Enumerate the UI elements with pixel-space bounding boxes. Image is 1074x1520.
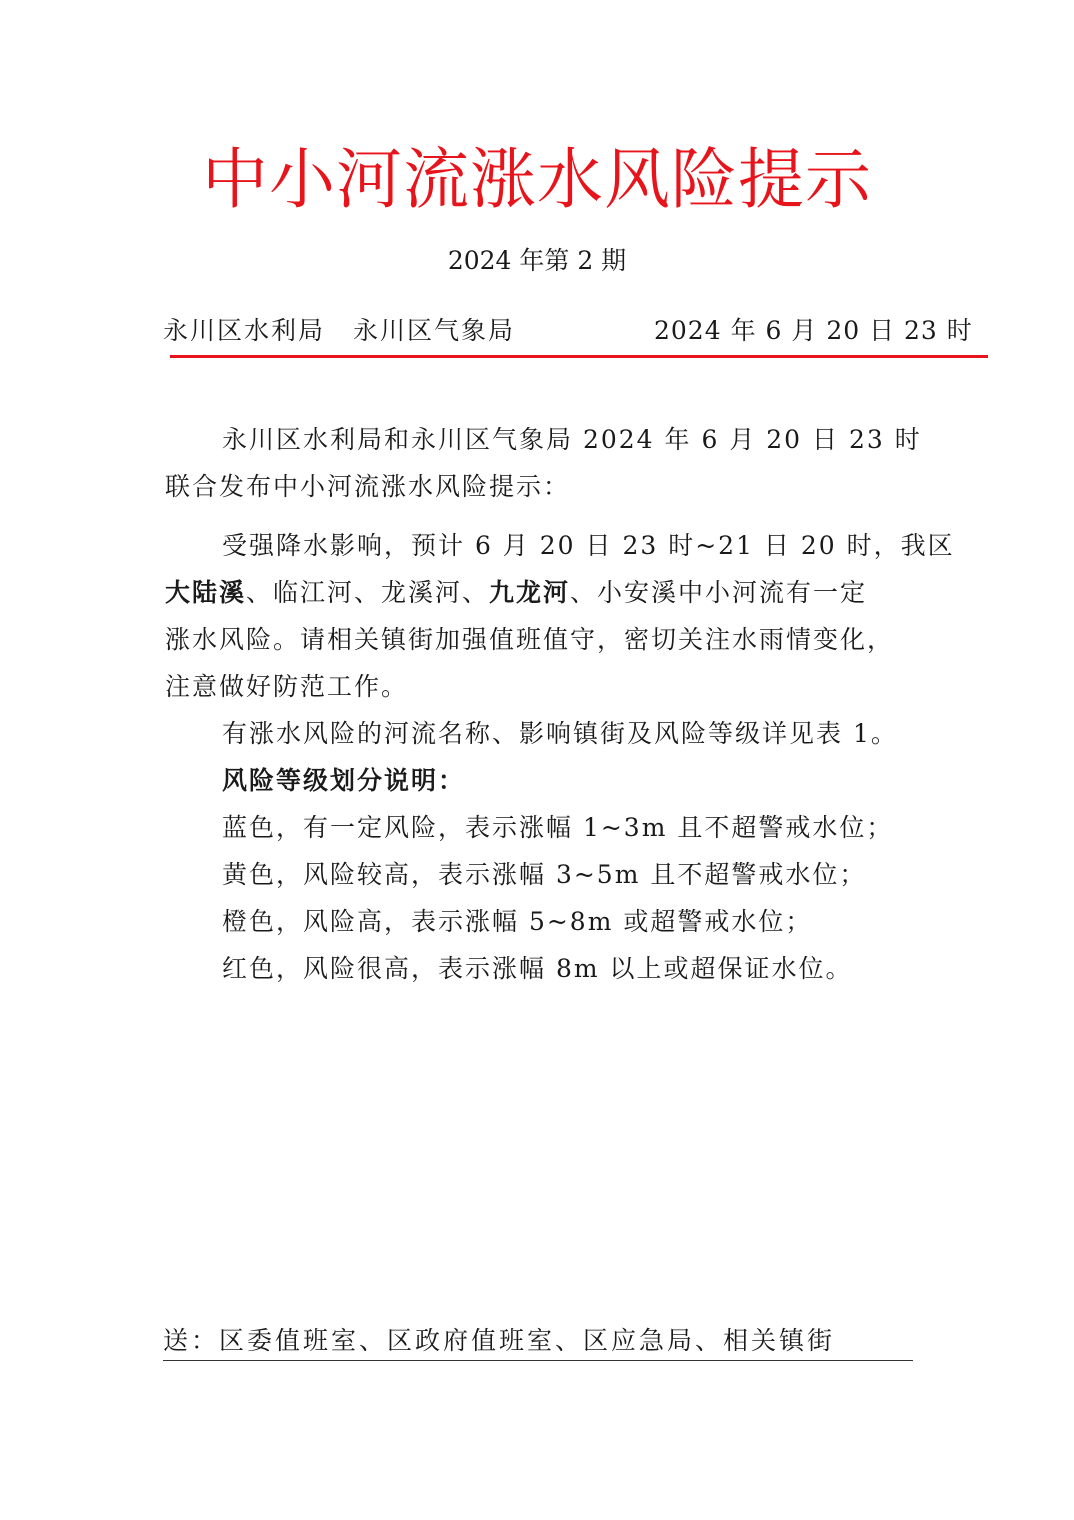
risk-level-heading-text: 风险等级划分说明：	[222, 766, 466, 795]
river-name-dalu: 大陆溪	[165, 578, 247, 607]
river-name-jiulong: 九龙河	[489, 578, 571, 607]
river-list-part-1: 、临江河、龙溪河、	[246, 578, 490, 607]
forecast-line-3: 涨水风险。请相关镇街加强值班值守，密切关注水雨情变化，	[165, 625, 895, 654]
red-divider	[170, 355, 988, 358]
river-list-part-2: 、小安溪中小河流有一定	[570, 578, 868, 607]
intro-paragraph	[165, 416, 922, 510]
forecast-line-4: 注意做好防范工作。	[165, 672, 409, 701]
issuer-line	[163, 314, 515, 348]
forecast-line-1: 受强降水影响，预计 6 月 20 日 23 时~21 日 20 时，我区	[222, 531, 955, 560]
table-reference: 有涨水风险的河流名称、影响镇街及风险等级详见表 1。	[222, 719, 898, 748]
risk-level-heading	[165, 757, 915, 804]
distribution-list: 送：区委值班室、区政府值班室、区应急局、相关镇街	[163, 1322, 913, 1361]
document-title: 中小河流涨水风险提示	[202, 141, 872, 218]
risk-level-red: 红色，风险很高，表示涨幅 8m 以上或超保证水位。	[222, 954, 853, 983]
issue-number: 2024 年第 2 期	[447, 246, 627, 275]
intro-line-2: 联合发布中小河流涨水风险提示：	[165, 472, 571, 501]
forecast-line-2	[165, 569, 915, 616]
risk-level-orange: 橙色，风险高，表示涨幅 5~8m 或超警戒水位；	[222, 907, 813, 936]
risk-level-blue: 蓝色，有一定风险，表示涨幅 1~3m 且不超警戒水位；	[222, 813, 894, 842]
issuer-meteorological-bureau: 永川区气象局	[353, 316, 516, 345]
issuer-water-bureau: 永川区水利局	[163, 316, 326, 345]
intro-line-1: 永川区水利局和永川区气象局 2024 年 6 月 20 日 23 时	[222, 425, 922, 454]
issue-datetime: 2024 年 6 月 20 日 23 时	[654, 316, 973, 345]
risk-level-yellow: 黄色，风险较高，表示涨幅 3~5m 且不超警戒水位；	[222, 860, 867, 889]
forecast-section	[165, 522, 955, 992]
